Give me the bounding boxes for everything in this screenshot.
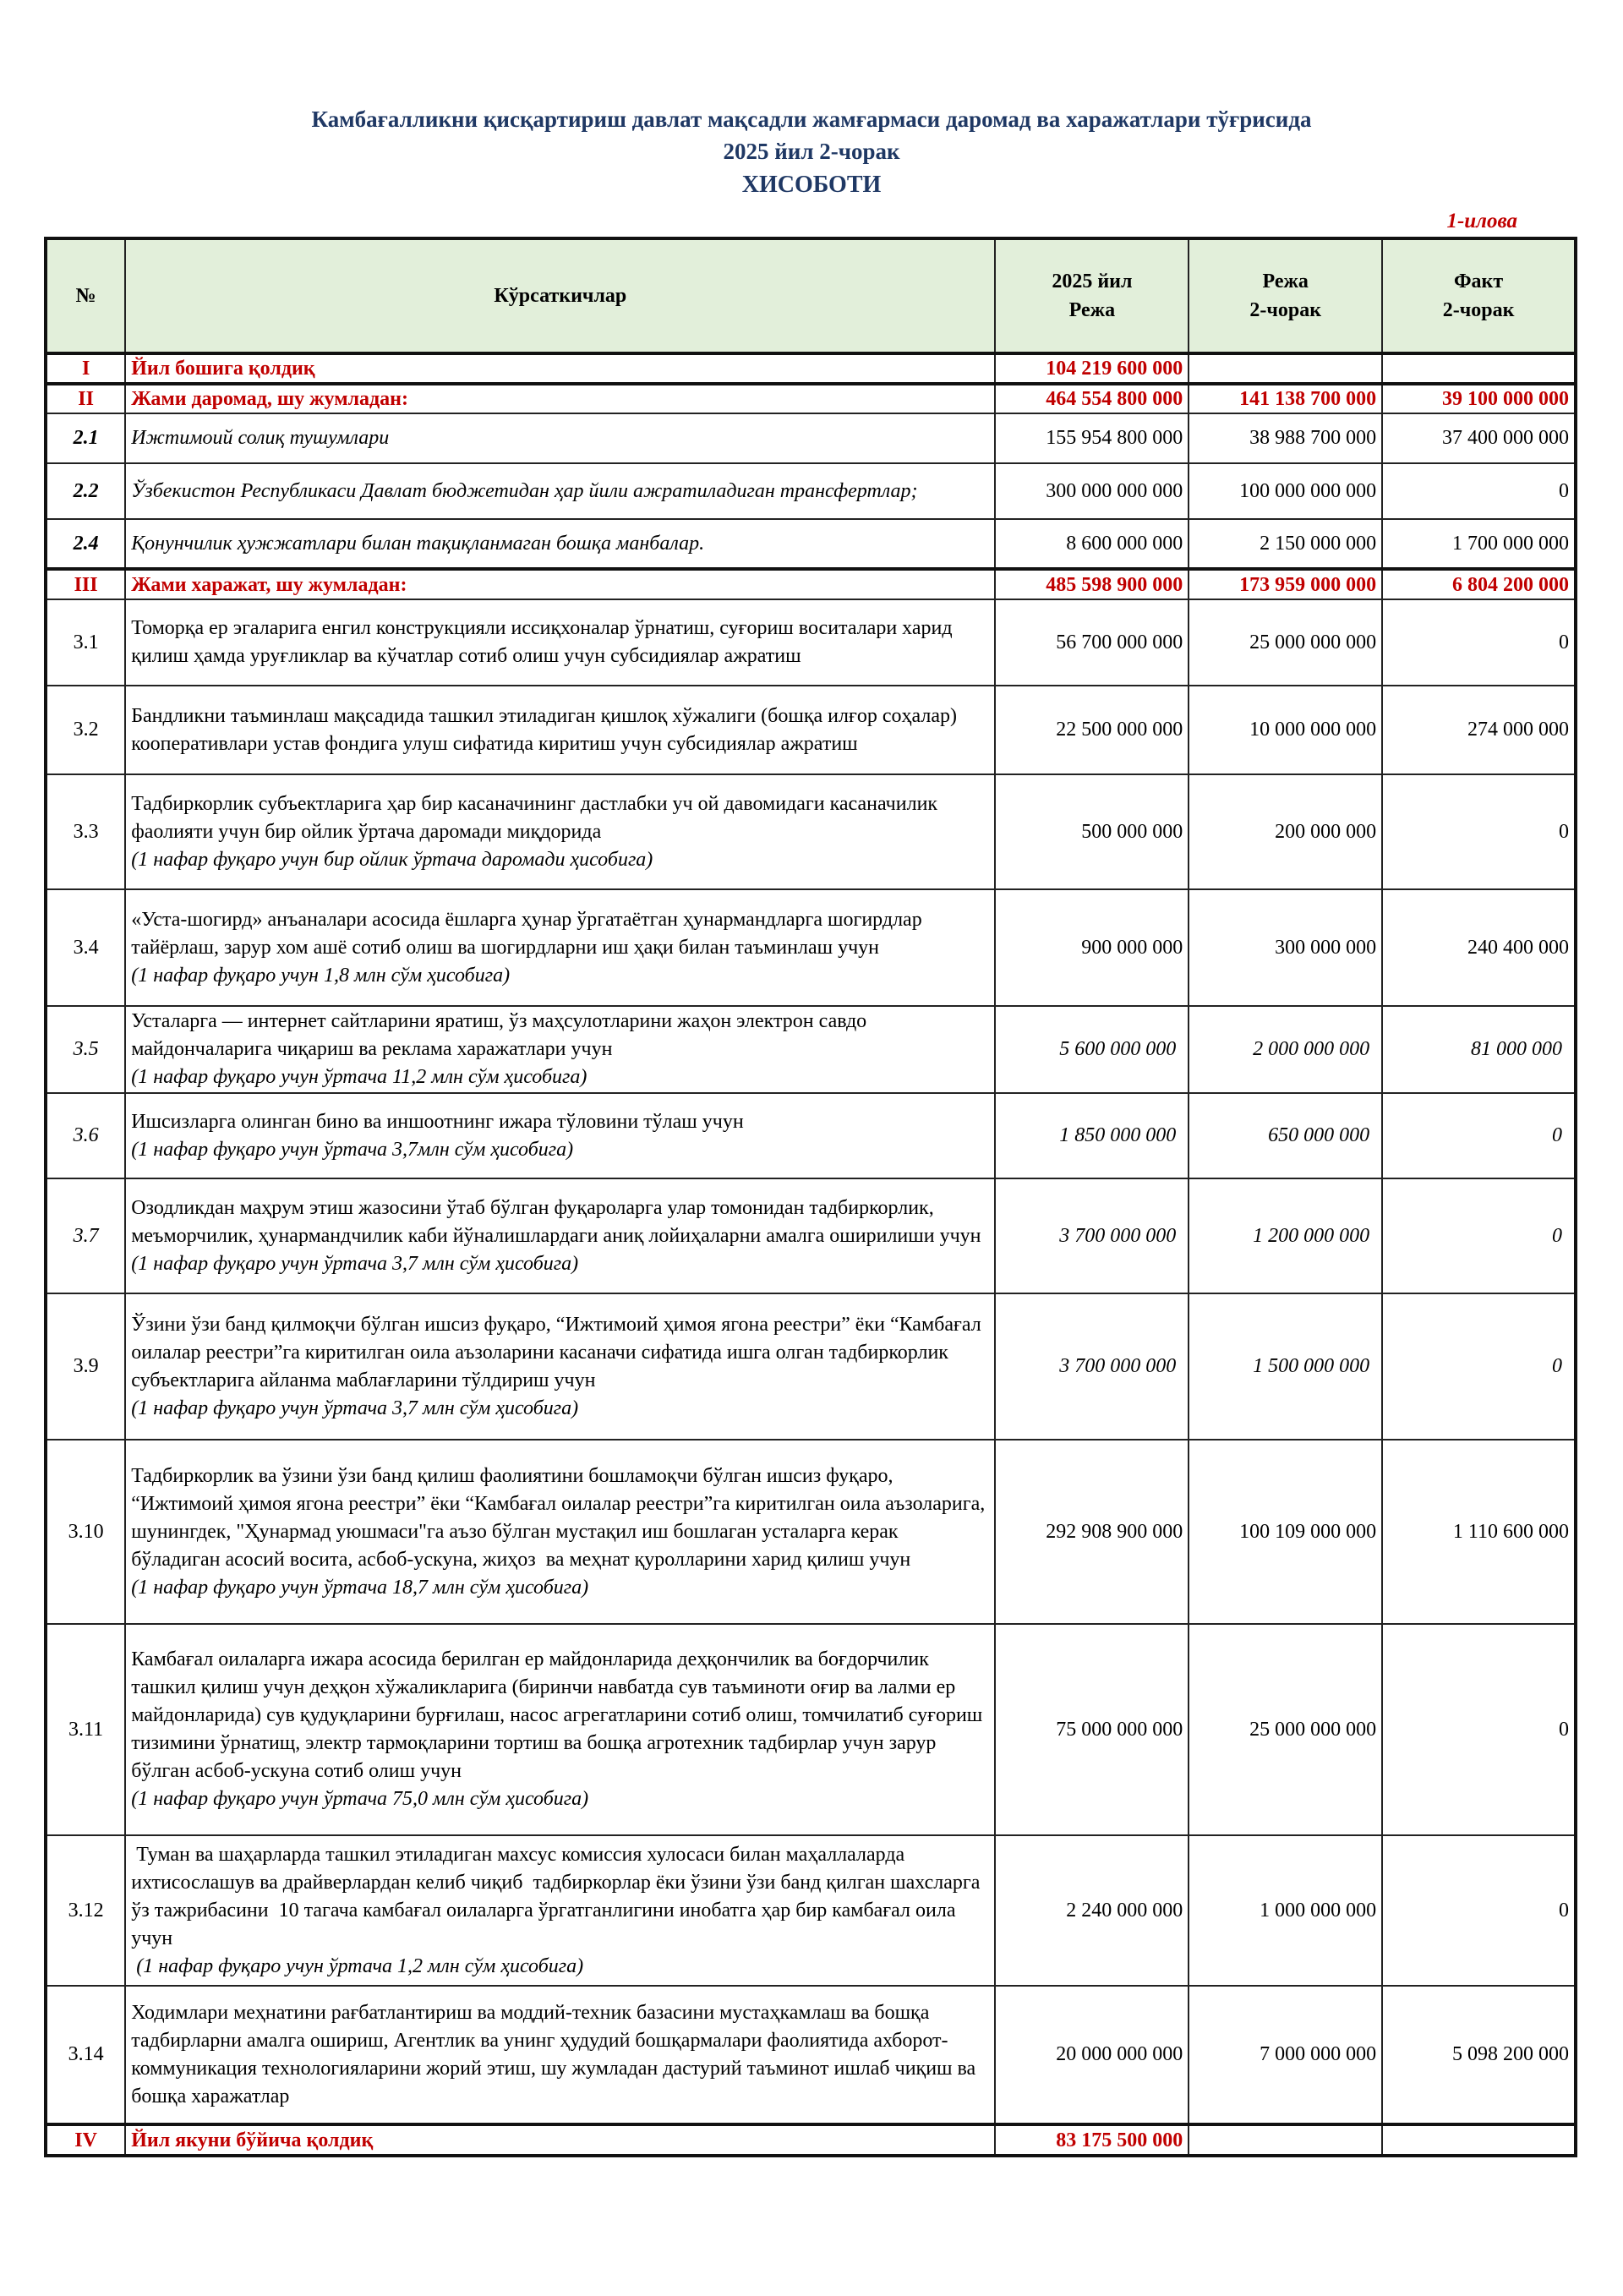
value-fact-q: 5 098 200 000	[1382, 1986, 1576, 2124]
value-plan-year: 485 598 900 000	[995, 569, 1189, 599]
row-indicator	[125, 463, 995, 519]
row-number: 2.2	[46, 463, 125, 519]
value-plan-q: 1 200 000 000	[1189, 1178, 1382, 1293]
value-plan-q: 2 000 000 000	[1189, 1006, 1382, 1093]
table-row	[46, 1093, 1576, 1178]
value-plan-q: 10 000 000 000	[1189, 686, 1382, 774]
row-number: II	[46, 384, 125, 413]
indicator-note: (1 нафар фуқаро учун ўртача 1,2 млн сўм ҳисобига)	[131, 1954, 584, 1977]
indicator-text: Жами харажат, шу жумладан:	[131, 573, 407, 596]
value-plan-year: 5 600 000 000	[995, 1006, 1189, 1093]
value-fact-q: 0	[1382, 1093, 1576, 1178]
value-fact-q: 0	[1382, 1835, 1576, 1986]
value-plan-q: 7 000 000 000	[1189, 1986, 1382, 2124]
indicator-note: (1 нафар фуқаро учун ўртача 75,0 млн сўм ҳисобига)	[131, 1788, 589, 1810]
value-plan-year: 83 175 500 000	[995, 2124, 1189, 2156]
value-fact-q: 0	[1382, 463, 1576, 519]
table-row	[46, 1986, 1576, 2124]
indicator-note: (1 нафар фуқаро учун ўртача 11,2 млн сўм ҳисобига)	[131, 1066, 587, 1088]
value-plan-year: 2 240 000 000	[995, 1835, 1189, 1986]
table-row	[46, 1440, 1576, 1624]
row-indicator	[125, 1293, 995, 1440]
row-indicator	[125, 1093, 995, 1178]
indicator-text: Камбағал оилаларга ижара асосида берилган ер майдонларида деҳқончилик ва боғдорчилик ташкил қилиш учун деҳқон хўжаликларига (биринчи навбатда сув таъминоти оғир ва лалми ер майдонларида) сув қудуқларини бурғилаш, насос агрегатларини сотиб олиш, томчилатиб суғориш тизимини ўрнатищ, электр тармоқларини тортиш ва бошқа агротехник тадбирлар учун зарур бўлган асбоб-ускуна сотиб олиш учун	[131, 1648, 988, 1782]
value-plan-q: 2 150 000 000	[1189, 519, 1382, 569]
report-subtitle: ХИСОБОТИ	[741, 172, 882, 198]
value-plan-q: 650 000 000	[1189, 1093, 1382, 1178]
value-plan-q: 38 988 700 000	[1189, 413, 1382, 463]
value-plan-year: 75 000 000 000	[995, 1624, 1189, 1835]
value-plan-q	[1189, 353, 1382, 384]
row-indicator	[125, 353, 995, 384]
value-fact-q: 0	[1382, 1293, 1576, 1440]
table-row	[46, 1293, 1576, 1440]
total-row	[46, 2124, 1576, 2156]
row-number: 3.9	[46, 1293, 125, 1440]
row-number: 3.11	[46, 1624, 125, 1835]
report-title: Камбағалликни қисқартириш давлат мақсадли жамғармаси даромад ва харажатлари тўғрисида	[311, 107, 1312, 132]
row-number: 3.12	[46, 1835, 125, 1986]
row-indicator	[125, 413, 995, 463]
row-indicator	[125, 1986, 995, 2124]
row-number: 3.6	[46, 1093, 125, 1178]
row-number: III	[46, 569, 125, 599]
indicator-note: (1 нафар фуқаро учун ўртача 18,7 млн сўм ҳисобига)	[131, 1576, 589, 1599]
header-no: №	[46, 238, 125, 353]
row-indicator	[125, 1178, 995, 1293]
table-body	[46, 353, 1576, 2156]
row-number: 3.7	[46, 1178, 125, 1293]
row-number: 3.14	[46, 1986, 125, 2124]
row-indicator	[125, 1835, 995, 1986]
report-table	[44, 237, 1577, 2157]
table-row	[46, 1178, 1576, 1293]
indicator-text: Ўзини ўзи банд қилмоқчи бўлган ишсиз фуқаро, “Ижтимоий ҳимоя ягона реестри” ёки “Камбағал оилалар реестри”га киритилган оила аъзоларини касаначи сифатида ишга олган тадбиркорлик субъектларига айланма маблағларини тўлдириш учун	[131, 1313, 986, 1391]
value-plan-q: 200 000 000	[1189, 774, 1382, 889]
indicator-note: (1 нафар фуқаро учун ўртача 3,7 млн сўм ҳисобига)	[131, 1252, 579, 1275]
value-plan-year: 155 954 800 000	[995, 413, 1189, 463]
header-plan-quarter-line2: 2-чорак	[1249, 299, 1322, 321]
value-fact-q: 0	[1382, 1178, 1576, 1293]
value-fact-q: 37 400 000 000	[1382, 413, 1576, 463]
table-row	[46, 686, 1576, 774]
value-fact-q	[1382, 2124, 1576, 2156]
table-row	[46, 774, 1576, 889]
header-plan-quarter	[1189, 238, 1382, 353]
row-indicator	[125, 569, 995, 599]
row-number: 2.1	[46, 413, 125, 463]
value-plan-q	[1189, 2124, 1382, 2156]
value-plan-q: 173 959 000 000	[1189, 569, 1382, 599]
table-row	[46, 889, 1576, 1006]
row-indicator	[125, 774, 995, 889]
value-plan-year: 1 850 000 000	[995, 1093, 1189, 1178]
header-plan-quarter-line1: Режа	[1262, 271, 1309, 292]
value-plan-q: 25 000 000 000	[1189, 599, 1382, 686]
indicator-text: Тадбиркорлик субъектларига ҳар бир касаначининг дастлабки уч ой давомидаги касаначилик фаолияти учун бир ойлик ўртача даромади миқдорида	[131, 792, 943, 843]
value-plan-year: 292 908 900 000	[995, 1440, 1189, 1624]
header-fact-quarter-line2: 2-чорак	[1442, 299, 1515, 321]
indicator-text: Йил бошига қолдиқ	[131, 358, 315, 380]
row-number: 3.10	[46, 1440, 125, 1624]
value-plan-year: 500 000 000	[995, 774, 1189, 889]
row-number: 3.4	[46, 889, 125, 1006]
value-plan-q: 100 000 000 000	[1189, 463, 1382, 519]
indicator-text: Туман ва шаҳарларда ташкил этиладиган махсус комиссия хулосаси билан маҳаллаларда ихтисослашув ва драйверлардан келиб чиқиб тадбиркорлар ёки ўзини ўзи банд қилган шахсларга ўз тажрибасини 10 тагача камбағал оилаларга ўргатганлигини инобатга ҳар бир камбағал оила учун	[131, 1843, 986, 1949]
indicator-text: «Уста-шогирд» анъаналари асосида ёшларга ҳунар ўргатаётган ҳунармандларга шогирдлар тайёрлаш, зарур хом ашё сотиб олиш ва шогирдларни иш ҳақи билан таъминлаш учун	[131, 908, 927, 959]
indicator-text: Йил якуни бўйича қолдиқ	[131, 2129, 374, 2151]
row-number: 2.4	[46, 519, 125, 569]
indicator-note: (1 нафар фуқаро учун 1,8 млн сўм ҳисобига)	[131, 964, 511, 987]
indicator-text: Жами даромад, шу жумладан:	[131, 388, 409, 410]
header-fact-quarter	[1382, 238, 1576, 353]
indicator-text: Ижтимоий солиқ тушумлари	[131, 427, 390, 449]
table-row	[46, 463, 1576, 519]
value-plan-year: 3 700 000 000	[995, 1293, 1189, 1440]
value-plan-year: 464 554 800 000	[995, 384, 1189, 413]
indicator-text: Озодликдан маҳрум этиш жазосини ўтаб бўлган фуқароларга улар томонидан тадбиркорлик, меъморчилик, ҳунармандчилик каби йўналишлардаги аниқ лойиҳаларни амалга оширилиши учун	[131, 1196, 981, 1247]
table-row	[46, 413, 1576, 463]
indicator-text: Ишсизларга олинган бино ва иншоотнинг ижара тўловини тўлаш учун	[131, 1110, 744, 1133]
row-indicator	[125, 384, 995, 413]
value-fact-q: 0	[1382, 599, 1576, 686]
value-fact-q: 0	[1382, 1624, 1576, 1835]
value-plan-q: 100 109 000 000	[1189, 1440, 1382, 1624]
indicator-text: Тадбиркорлик ва ўзини ўзи банд қилиш фаолиятини бошламоқчи бўлган ишсиз фуқаро, “Ижтимоий ҳимоя ягона реестри” ёки “Камбағал оилалар реестри”га киритилган оила аъзоларига, шунингдек, "Ҳунармад уюшмаси"га аъзо бўлган мустақил иш бошлаган усталарга керак бўладиган асосий восита, асбоб-ускуна, жиҳоз ва меҳнат қуролларини харид қилиш учун	[131, 1464, 991, 1571]
table-row	[46, 1624, 1576, 1835]
row-number: 3.3	[46, 774, 125, 889]
indicator-note: (1 нафар фуқаро учун бир ойлик ўртача даромади ҳисобига)	[131, 848, 653, 871]
row-number: IV	[46, 2124, 125, 2156]
row-number: 3.1	[46, 599, 125, 686]
row-number: I	[46, 353, 125, 384]
header-fact-quarter-line1: Факт	[1453, 271, 1504, 292]
indicator-note: (1 нафар фуқаро учун ўртача 3,7 млн сўм ҳисобига)	[131, 1397, 579, 1419]
indicator-note: (1 нафар фуқаро учун ўртача 3,7млн сўм ҳисобига)	[131, 1138, 574, 1161]
value-plan-year: 20 000 000 000	[995, 1986, 1189, 2124]
table-row	[46, 599, 1576, 686]
report-period: 2025 йил 2-чорак	[723, 139, 900, 164]
total-row	[46, 384, 1576, 413]
header-indicator: Кўрсаткичлар	[125, 238, 995, 353]
header-plan-year-line2: Режа	[1068, 299, 1116, 321]
value-plan-year: 56 700 000 000	[995, 599, 1189, 686]
value-plan-q: 1 000 000 000	[1189, 1835, 1382, 1986]
row-indicator	[125, 686, 995, 774]
table-row	[46, 1006, 1576, 1093]
total-row	[46, 353, 1576, 384]
table-row	[46, 519, 1576, 569]
value-plan-year: 900 000 000	[995, 889, 1189, 1006]
value-fact-q: 6 804 200 000	[1382, 569, 1576, 599]
row-indicator	[125, 1624, 995, 1835]
table-row	[46, 1835, 1576, 1986]
indicator-text: Томорқа ер эгаларига енгил конструкцияли иссиқхоналар ўрнатиш, суғориш воситалари харид қилиш ҳамда уруғликлар ва кўчатлар сотиб олиш учун субсидиялар ажратиш	[131, 617, 958, 667]
value-fact-q	[1382, 353, 1576, 384]
row-indicator	[125, 1006, 995, 1093]
header-plan-year-line1: 2025 йил	[1052, 271, 1133, 292]
value-fact-q: 39 100 000 000	[1382, 384, 1576, 413]
indicator-text: Ходимлари меҳнатини рағбатлантириш ва моддий-техник базасини мустаҳкамлаш ва бошқа тадбирларни амалга ошириш, Агентлик ва унинг ҳудудий бошқармалари фаолиятида ахборот-коммуникация технологияларини жорий этиш, шу жумладан дастурий таъминот ишлаб чиқиш ва бошқа харажатлар	[131, 2001, 981, 2107]
indicator-text: Ўзбекистон Республикаси Давлат бюджетидан ҳар йили ажратиладиган трансфертлар;	[131, 479, 918, 502]
row-indicator	[125, 1440, 995, 1624]
row-indicator	[125, 599, 995, 686]
value-plan-q: 25 000 000 000	[1189, 1624, 1382, 1835]
total-row	[46, 569, 1576, 599]
value-plan-year: 300 000 000 000	[995, 463, 1189, 519]
indicator-text: Қонунчилик ҳужжатлари билан тақиқланмаган бошқа манбалар.	[131, 532, 705, 555]
value-fact-q: 1 700 000 000	[1382, 519, 1576, 569]
value-fact-q: 1 110 600 000	[1382, 1440, 1576, 1624]
row-indicator	[125, 889, 995, 1006]
header-plan-year	[995, 238, 1189, 353]
row-number: 3.2	[46, 686, 125, 774]
value-plan-q: 141 138 700 000	[1189, 384, 1382, 413]
value-plan-year: 3 700 000 000	[995, 1178, 1189, 1293]
value-fact-q: 0	[1382, 774, 1576, 889]
value-plan-q: 300 000 000	[1189, 889, 1382, 1006]
value-plan-year: 22 500 000 000	[995, 686, 1189, 774]
value-plan-year: 104 219 600 000	[995, 353, 1189, 384]
annex-label: 1-илова	[1446, 210, 1517, 232]
value-plan-year: 8 600 000 000	[995, 519, 1189, 569]
row-indicator	[125, 519, 995, 569]
value-fact-q: 240 400 000	[1382, 889, 1576, 1006]
value-fact-q: 81 000 000	[1382, 1006, 1576, 1093]
indicator-text: Бандликни таъминлаш мақсадида ташкил этиладиган қишлоқ хўжалиги (бошқа илғор соҳалар) кооперативлари устав фондига улуш сифатида киритиш учун субсидиялар ажратиш	[131, 704, 962, 755]
row-indicator	[125, 2124, 995, 2156]
indicator-text: Усталарга — интернет сайтларини яратиш, ўз маҳсулотларини жаҳон электрон савдо майдончаларига чиқариш ва реклама харажатлари учун	[131, 1010, 872, 1060]
row-number: 3.5	[46, 1006, 125, 1093]
value-plan-q: 1 500 000 000	[1189, 1293, 1382, 1440]
value-fact-q: 274 000 000	[1382, 686, 1576, 774]
table-header-row	[46, 238, 1576, 353]
